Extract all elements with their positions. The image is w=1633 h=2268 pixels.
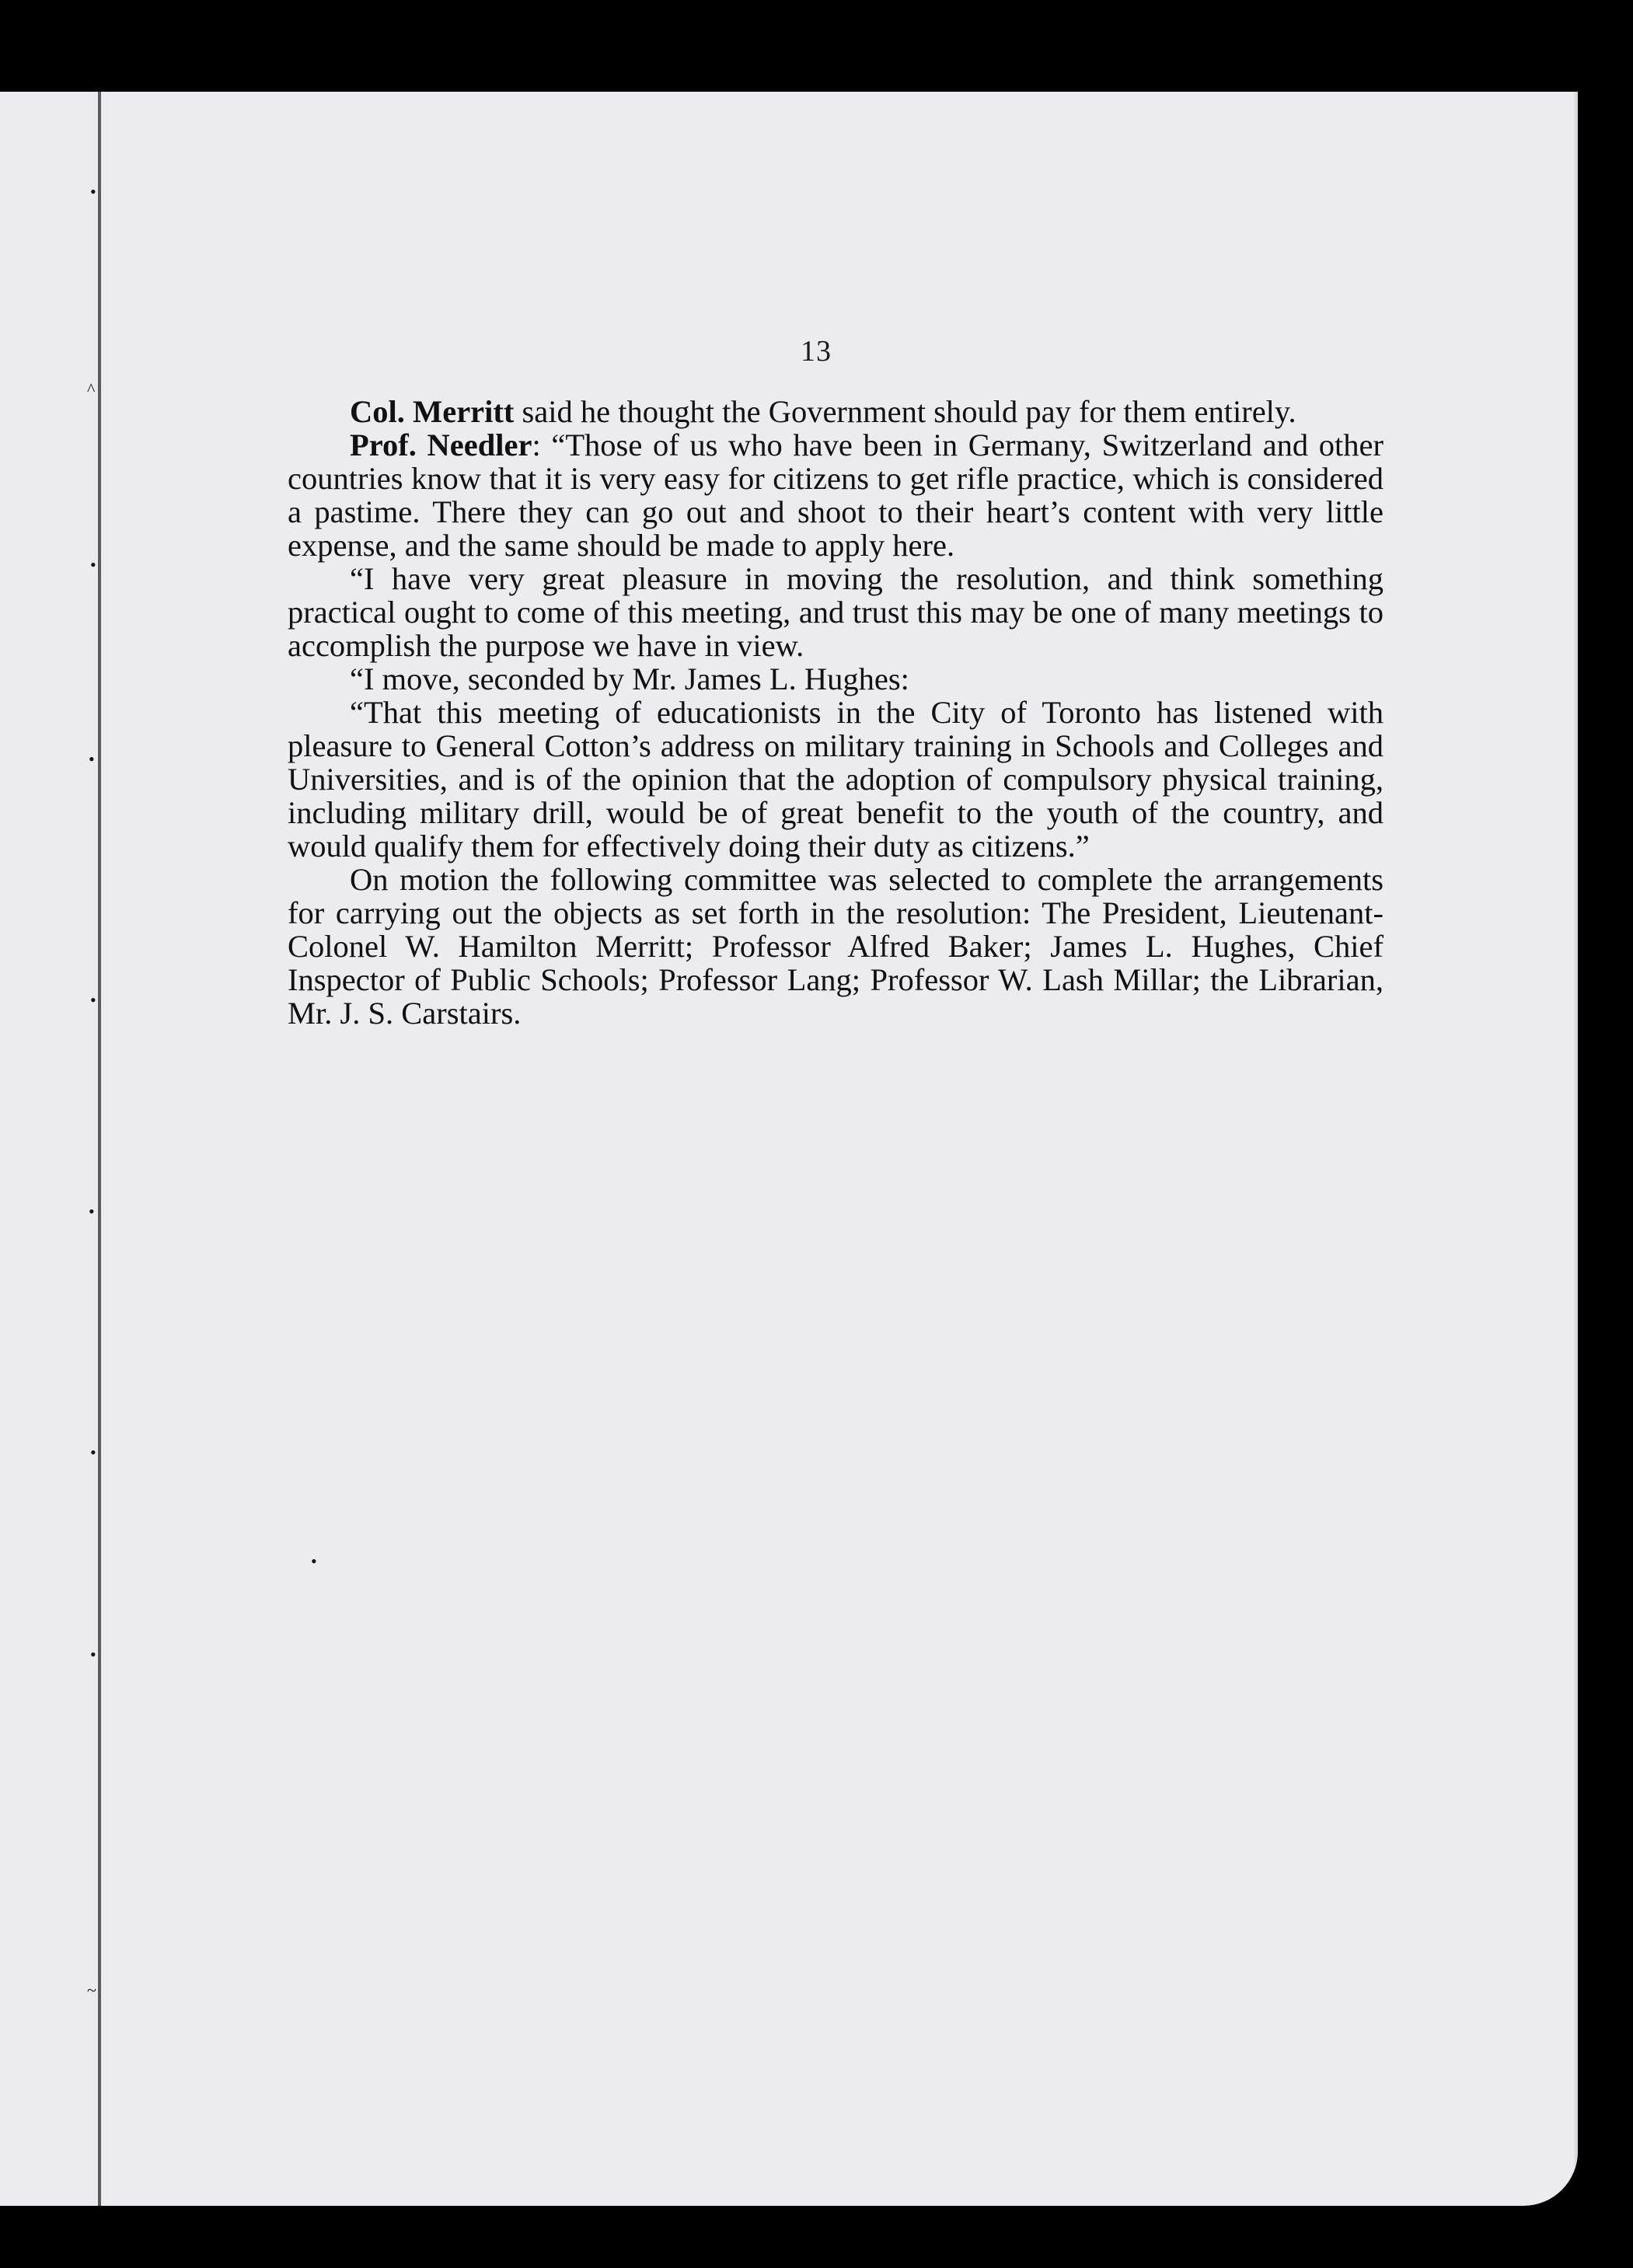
binding-line <box>98 92 101 2206</box>
binding-speck: • <box>90 1645 96 1664</box>
binding-speck: • <box>89 1202 95 1221</box>
binding-speck: ^ <box>87 379 96 399</box>
binding-speck: • <box>311 1551 317 1571</box>
page-edge-shadow <box>1573 92 1578 2206</box>
binding-speck: • <box>89 749 95 769</box>
paragraph <box>288 395 1384 428</box>
scanned-page <box>0 92 1578 2206</box>
binding-speck: • <box>90 182 96 201</box>
paragraph <box>288 662 1384 696</box>
paragraph <box>288 562 1384 662</box>
paragraph-text: said he thought the Government should pay for them entirely. <box>514 394 1296 429</box>
binding-speck: • <box>90 555 96 574</box>
speaker-name: Col. Merritt <box>350 394 515 429</box>
binding-speck: • <box>90 990 96 1010</box>
paragraph-text: : “Those of us who have been in Germany, Switzerland and other countries know that it is very easy for citizens to get rifle practice, which is considered a pastime. There they can go out and shoot to their heart’s content with very little expense, and the same should be made to apply here. <box>288 427 1384 563</box>
body-text <box>288 395 1384 1030</box>
paragraph <box>288 696 1384 863</box>
paragraph-text: On motion the following committee was selected to complete the arrangements for carrying out the objects as set forth in the resolution: The President, Lieutenant-Colonel W. Hamilton Merritt; Professor Alfred Baker; James L. Hughes, Chief Inspector of Public Schools; Professor Lang; Professor W. Lash Millar; the Librarian, Mr. J. S. Carstairs. <box>288 862 1384 1031</box>
speaker-name: Prof. Needler <box>350 427 532 462</box>
page-number: 13 <box>801 335 832 368</box>
binding-speck: ~ <box>87 1980 96 2000</box>
paragraph-text: “I have very great pleasure in moving the resolution, and think something practical ought to come of this meeting, and trust this may be one of many meetings to accomplish the purpose we have in view. <box>288 561 1384 663</box>
paragraph-text: “That this meeting of educationists in the City of Toronto has listened with pleasure to General Cotton’s address on military training in Schools and Colleges and Universities, and is of the opinion that the adoption of compulsory physical training, including military drill, would be of great benefit to the youth of the country, and would qualify them for effectively doing their duty as citizens.” <box>288 695 1384 864</box>
binding-speck: • <box>90 1443 96 1462</box>
paragraph <box>288 863 1384 1030</box>
paragraph <box>288 428 1384 562</box>
paragraph-text: “I move, seconded by Mr. James L. Hughes: <box>350 661 909 696</box>
